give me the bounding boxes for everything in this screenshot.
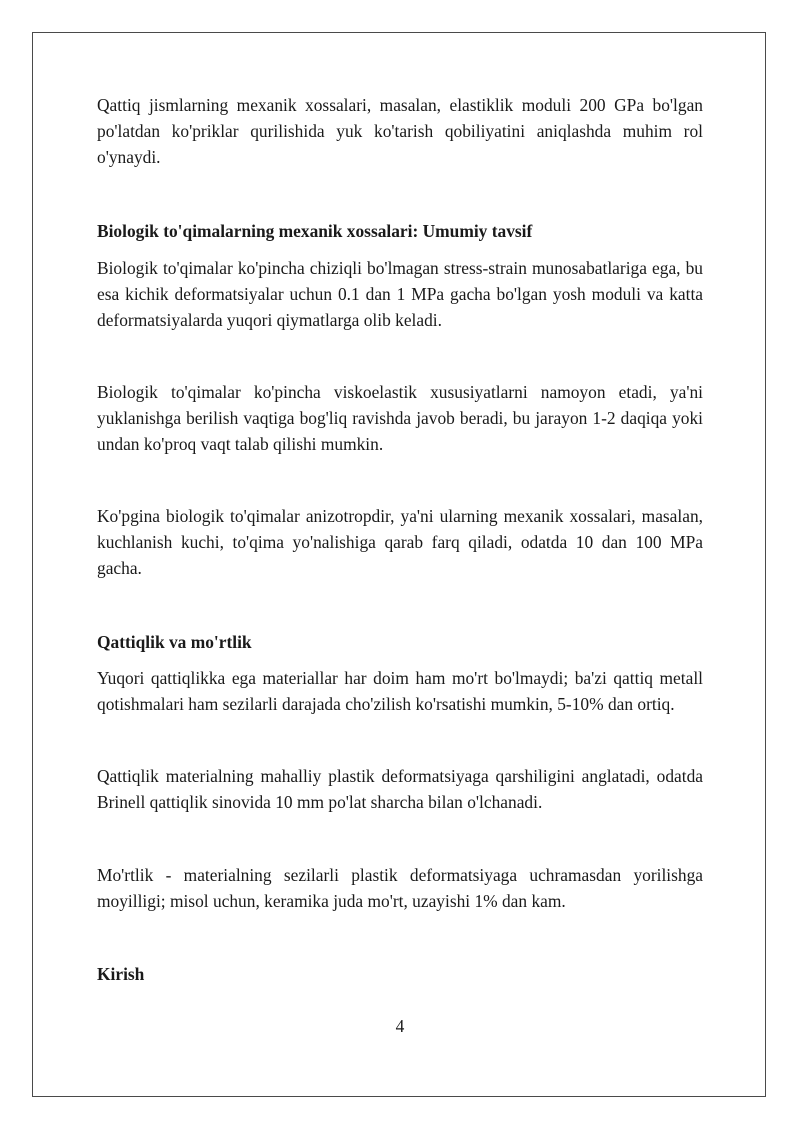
document-body	[97, 92, 703, 987]
page-number: 4	[395, 1016, 405, 1036]
paragraph-nonlinear-stress-strain: Biologik to'qimalar ko'pincha chiziqli bo'lmagan stress-strain munosabatlariga ega, bu esa kichik deformatsiyalar uchun 0.1 dan 1 MPa gacha bo'lgan yosh moduli va katta deformatsiyalarda yuqori qiymatlarga olib keladi.	[97, 258, 703, 330]
heading-hardness-brittleness: Qattiqlik va mo'rtlik	[97, 632, 252, 652]
heading-biological-tissues: Biologik to'qimalarning mexanik xossalari: Umumiy tavsif	[97, 221, 533, 241]
paragraph-brinell: Qattiqlik materialning mahalliy plastik deformatsiyaga qarshiligini anglatadi, odatda Brinell qattiqlik sinovida 10 mm po'lat sharcha bilan o'lchanadi.	[97, 766, 703, 812]
paragraph-brittleness: Mo'rtlik - materialning sezilarli plastik deformatsiyaga uchramasdan yorilishga moyilligi; misol uchun, keramika juda mo'rt, uzayishi 1% dan kam.	[97, 865, 703, 911]
paragraph-solid-mechanics: Qattiq jismlarning mexanik xossalari, masalan, elastiklik moduli 200 GPa bo'lgan po'latdan ko'priklar qurilishida yuk ko'tarish qobiliyatini aniqlashda muhim rol o'ynaydi.	[97, 95, 703, 167]
heading-introduction: Kirish	[97, 964, 145, 984]
paragraph-viscoelastic: Biologik to'qimalar ko'pincha viskoelastik xususiyatlarni namoyon etadi, ya'ni yuklanishga berilish vaqtiga bog'liq ravishda javob beradi, bu jarayon 1-2 daqiqa yoki undan ko'proq vaqt talab qilishi mumkin.	[97, 382, 703, 454]
paragraph-hardness-not-brittle: Yuqori qattiqlikka ega materiallar har doim ham mo'rt bo'lmaydi; ba'zi qattiq metall qotishmalari ham sezilarli darajada cho'zilish ko'rsatishi mumkin, 5-10% dan ortiq.	[97, 668, 703, 714]
paragraph-anisotropic: Ko'pgina biologik to'qimalar anizotropdir, ya'ni ularning mexanik xossalari, masalan, kuchlanish kuchi, to'qima yo'nalishiga qarab farq qiladi, odatda 10 dan 100 MPa gacha.	[97, 506, 703, 578]
